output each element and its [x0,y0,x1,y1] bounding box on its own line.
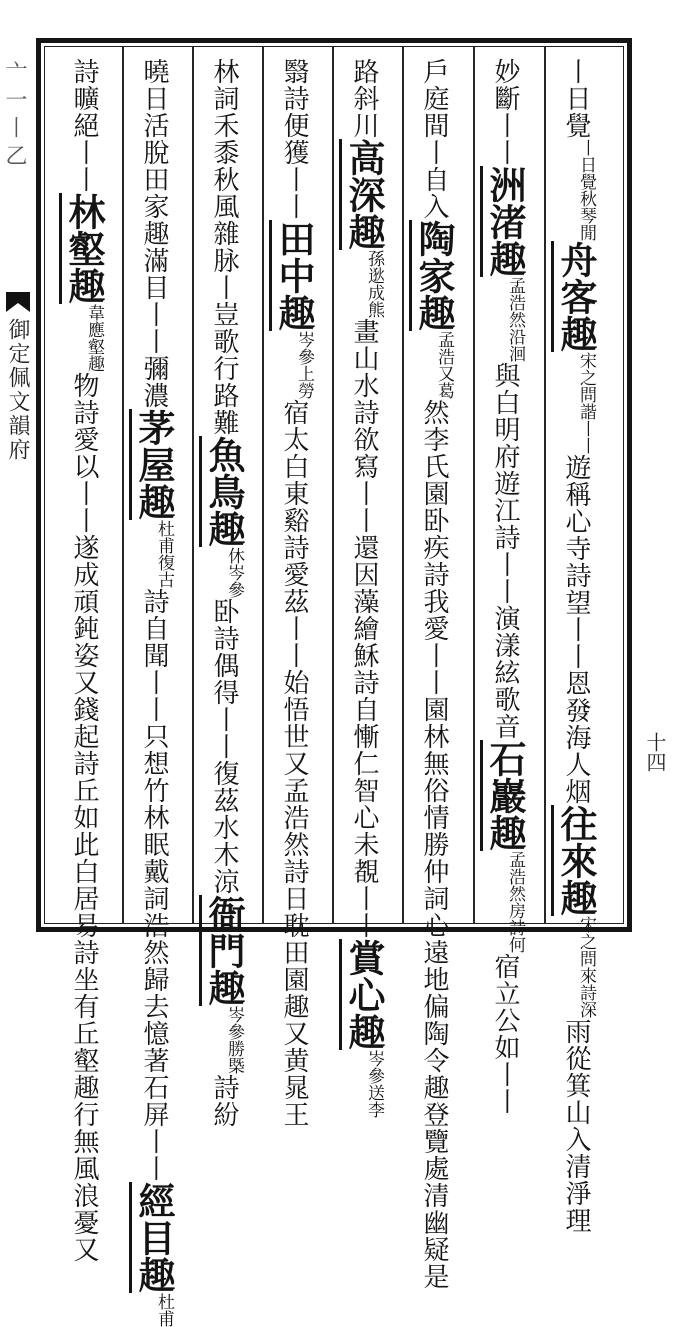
text-column [132,58,176,1327]
entry-text: 林詞禾黍秋風雜脉丨豈歌行路難 [209,58,239,436]
note-line: 韋應 [84,304,104,338]
entry-text: 遊稱心寺詩望丨丨恩發海人烟 [561,454,591,805]
entry-headword: 賞心趣 [342,939,386,1050]
text-column [483,58,527,1115]
double-line-note [505,277,524,362]
double-line-note [576,916,595,1018]
double-line-note [154,1293,173,1327]
entry-text: 滿目丨丨彌濃 [139,247,169,409]
entry-headword: 茅屋趣 [132,409,176,520]
entry-text: 路 [349,58,379,85]
note-line: 又葛 [434,365,454,399]
column-rule [402,47,404,923]
column-rule [473,47,475,923]
note-line: 孟浩 [434,331,454,365]
double-line-note [84,304,103,372]
note-line: 杜甫 [154,520,174,554]
entry-headword: 洲渚趣 [483,166,527,277]
note-line: 孫逖 [364,250,384,284]
entry-headword: 林壑趣 [62,193,106,304]
text-column [202,58,246,1128]
note-line: 甫 [154,1310,174,1327]
double-line-note [364,1050,383,1118]
margin-chars: 亠一丨乙 [2,60,27,172]
entry-text: 畫山水詩欲寫丨丨還因藻繪穌詩自慚仁智心未覩丨丨 [349,318,379,939]
note-line: 成熊 [364,284,384,318]
note-line: 孟浩然 [505,851,525,902]
note-line: 來詩深 [576,967,596,1018]
column-rule [332,47,334,923]
entry-text: 卧詩偶得丨丨復茲水木涼 [209,598,239,895]
note-line: 秋琴閒 [576,190,596,241]
double-line-note [154,520,173,588]
entry-headword: 經目趣 [132,1182,176,1293]
entry-text: 宿立公如丨丨 [490,953,520,1115]
column-rule [122,47,124,923]
note-line: 岑參 [294,331,314,365]
page-border-inner [44,46,624,924]
page-number: 十四 [643,732,667,772]
double-line-note [364,250,383,318]
note-line: 孟浩然 [505,277,525,328]
note-line: 諧丨丨 [576,403,596,454]
double-line-note [576,352,595,454]
double-line-note [576,139,595,241]
note-line: 宋之問 [576,352,596,403]
entry-headword: 石巖趣 [483,740,527,851]
entry-text: 翳詩便獲丨丨 [279,58,309,220]
note-line: 岑參 [364,1050,384,1084]
note-line: 岑參 [224,564,244,598]
entry-headword: 衙門趣 [202,895,246,1006]
entry-text: 宿太白東谿詩愛茲丨丨始悟世又孟浩然詩日耽田園趣又黄晁王 [279,399,309,1128]
entry-text: 妙斷丨丨 [490,58,520,166]
note-line: 宋之問 [576,916,596,967]
double-line-note [434,331,453,399]
double-line-note [505,851,524,953]
entry-text: 物詩愛以丨丨遂成頑鈍姿又錢起詩丘如此白居易詩坐有丘壑趣行無風浪憂又 [69,372,99,1263]
double-line-note [224,547,243,598]
entry-headword: 往來趣 [554,805,598,916]
entry-headword: 高深趣 [342,139,386,250]
entry-text: 與白明府遊江詩丨丨演漾絃歌音 [490,362,520,740]
note-line: 勝槩 [224,1040,244,1074]
note-line: 休 [224,547,244,564]
fishtail-mark-icon [6,292,30,312]
note-line: 復古 [154,554,174,588]
note-line: 房詩何 [505,902,525,953]
note-line: 沿洄 [505,328,525,362]
center-margin [0,0,36,971]
text-column [412,58,456,1290]
book-title: 御定佩文韻府 [5,318,30,462]
note-line: 送李 [364,1084,384,1118]
text-column [342,58,386,1118]
note-line: 杜 [154,1293,174,1310]
entry-headword: 陶家趣 [412,220,456,331]
entry-text: 戶庭間丨自入 [419,58,449,220]
column-rule [192,47,194,923]
column-rule [262,47,264,923]
entry-headword: 舟客趣 [554,241,598,352]
double-line-note [224,1006,243,1074]
entry-headword: 魚鳥趣 [202,436,246,547]
entry-text: 雨從箕山入清淨理 [561,1018,591,1234]
double-line-note [294,331,313,399]
text-column [62,58,106,1263]
entry-text: 斜川 [349,85,379,139]
note-line: 壑趣 [84,338,104,372]
entry-text: 詩自聞丨丨只想竹林眠戴詞浩然歸去憶著石屏丨丨 [139,588,169,1182]
entry-headword: 田中趣 [272,220,316,331]
note-line: 岑參 [224,1006,244,1040]
entry-text: 詩曠絕丨丨 [69,58,99,193]
entry-text: 然李氏園卧疾詩我愛丨丨園林無俗情勝仲詞心遠地偏陶令趣登覽處清幽疑是 [419,399,449,1290]
note-line: 丨日覺 [576,139,596,190]
entry-text: 曉日活脫田家趣 [139,58,169,247]
text-column [272,58,316,1128]
entry-text: 丨日覺 [561,58,591,139]
column-rule [544,47,546,923]
entry-text: 詩紛 [209,1074,239,1128]
text-column [554,58,598,1234]
note-line: 上勞 [294,365,314,399]
